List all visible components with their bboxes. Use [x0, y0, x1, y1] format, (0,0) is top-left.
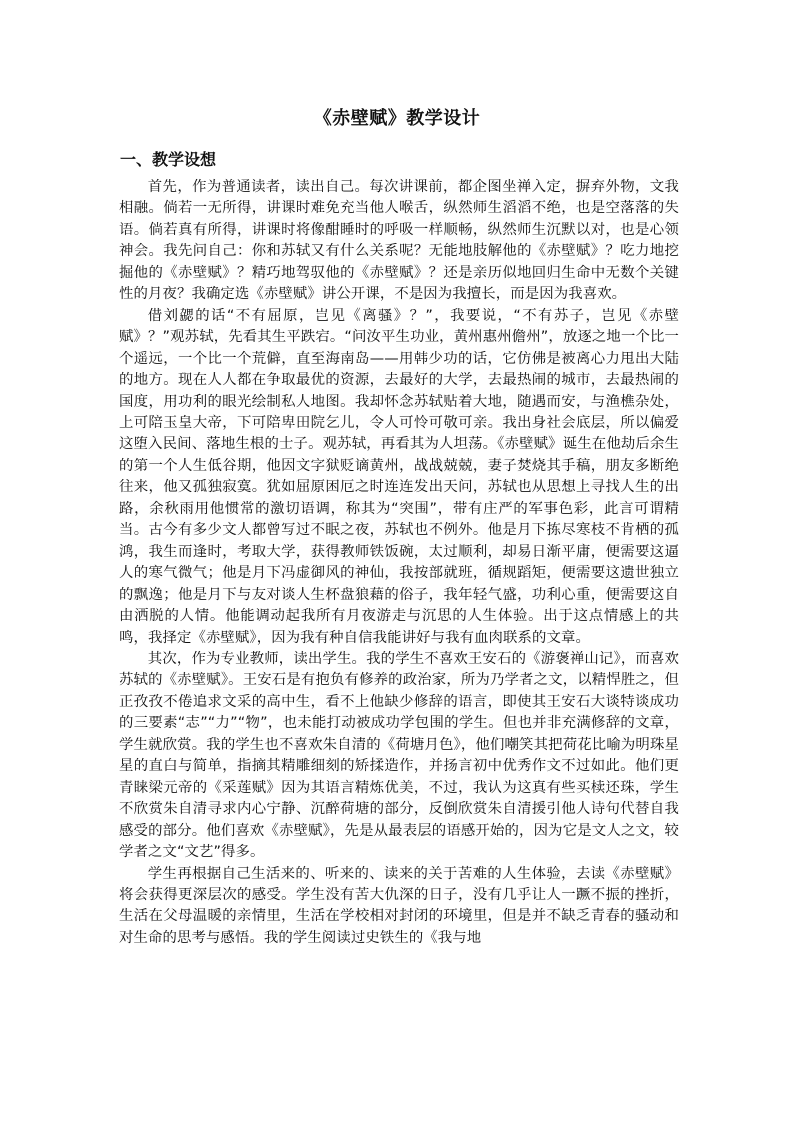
document-title: 《赤壁赋》教学设计: [313, 108, 481, 129]
paragraph: 学生再根据自己生活来的、听来的、读来的关于苦难的人生体验，去读《赤壁赋》将会获得更深层次的感受。学生没有苦大仇深的日子，没有几乎让人一蹶不振的挫折，生活在父母温暖的亲情里，生活在学校相对封闭的环境里，但是并不缺乏青春的骚动和对生命的思考与感悟。我的学生阅读过史铁生的《我与地: [119, 865, 679, 946]
document-body: [119, 177, 679, 949]
paragraph: 借刘勰的话“不有屈原，岂见《离骚》？”，我要说，“不有苏子，岂见《赤壁赋》？”观苏轼，先看其生平跌宕。“问汝平生功业，黄州惠州儋州”，放逐之地一个比一个遥远，一个比一个荒僻，直至海南岛——用韩少功的话，它仿佛是被离心力甩出大陆的地方。现在人人都在争取最优的资源，去最好的大学，去最热闹的城市，去最热闹的国度，用功利的眼光绘制私人地图。我却怀念苏轼贴着大地，随遇而安，与渔樵杂处，上可陪玉皇大帝，下可陪卑田院乞儿，令人可怜可敬可亲。我出身社会底层，所以偏爱这堕入民间、落地生根的士子。观苏轼，再看其为人坦荡。《赤壁赋》诞生在他劫后余生的第一个人生低谷期，他因文字狱贬谪黄州，战战兢兢，妻子焚烧其手稿，朋友多断绝往来，他又孤独寂寞。犹如屈原困厄之时连连发出天问，苏轼也从思想上寻找人生的出路，余秋雨用他惯常的激切语调，称其为“突围”，带有庄严的军事色彩，此言可谓精当。古今有多少文人都曾写过不眠之夜，苏轼也不例外。他是月下拣尽寒枝不肯栖的孤鸿，我生而逢时，考取大学，获得教师铁饭碗，太过顺利，却易日渐平庸，便需要这逼人的寒气微气；他是月下冯虚御风的神仙，我按部就班，循规蹈矩，便需要这遗世独立的飘逸；他是月下与友对谈人生杯盘狼藉的俗子，我年轻气盛，功利心重，便需要这自由洒脱的人情。他能调动起我所有月夜游走与沉思的人生体验。出于这点情感上的共鸣，我择定《赤壁赋》，因为我有种自信我能讲好与我有血肉联系的文章。: [119, 307, 679, 646]
paragraph: 其次，作为专业教师，读出学生。我的学生不喜欢王安石的《游褒禅山记》，而喜欢苏轼的《赤壁赋》。王安石是有抱负有修养的政治家，所为乃学者之文，以精悍胜之，但正孜孜不倦追求文采的高中生，看不上他缺少修辞的语言，即使其王安石大谈特谈成功的三要素“志”“力”“物”，也未能打动被成功学包围的学生。但也并非充满修辞的文章，学生就欣赏。我的学生也不喜欢朱自清的《荷塘月色》，他们嘲笑其把荷花比喻为明珠星星的直白与简单，指摘其精雕细刻的矫揉造作，并扬言初中优秀作文不过如此。他们更青睐梁元帝的《采莲赋》因为其语言精炼优美，不过，我认为这真有些买椟还珠，学生不欣赏朱自清寻求内心宁静、沉醉荷塘的部分，反倒欣赏朱自清援引他人诗句代替自我感受的部分。他们喜欢《赤壁赋》，先是从最表层的语感开始的，因为它是文人之文，较学者之文“文艺”得多。: [119, 650, 679, 861]
paragraph: 首先，作为普通读者，读出自己。每次讲课前，都企图坐禅入定，摒弃外物，文我相融。倘若一无所得，讲课时难免充当他人喉舌，纵然师生滔滔不绝，也是空落落的失语。倘若真有所得，讲课时将像酣睡时的呼吸一样顺畅，纵然师生沉默以对，也是心领神会。我先问自己：你和苏轼又有什么关系呢？无能地肢解他的《赤壁赋》？吃力地挖掘他的《赤壁赋》？精巧地驾驭他的《赤壁赋》？还是亲历似地回归生命中无数个关键性的月夜？我确定选《赤壁赋》讲公开课，不是因为我擅长，而是因为我喜欢。: [119, 179, 679, 303]
section-heading: 一、教学设想: [120, 150, 217, 169]
